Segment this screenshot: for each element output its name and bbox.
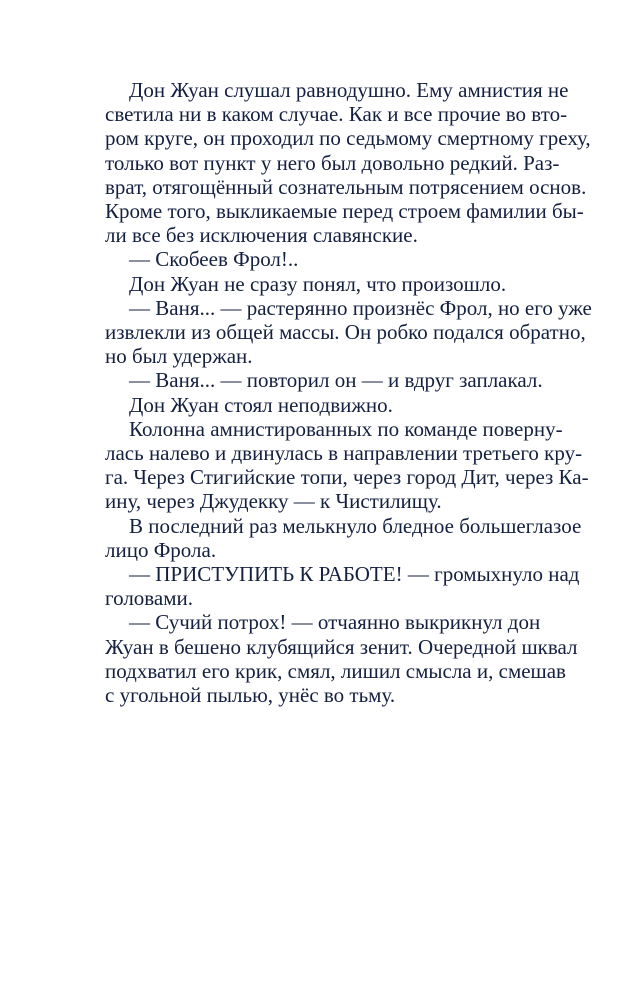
paragraph-8 — [105, 513, 582, 562]
text-line: лицо Фрола. — [105, 537, 217, 562]
body-text — [105, 78, 592, 708]
text-line: Кроме того, выкликаемые перед строем фамилии бы- — [105, 199, 584, 224]
text-line: подхватил его крик, смял, лишил смысла и, смешав — [105, 658, 566, 683]
text-line: светила ни в каком случае. Как и все прочие во вто- — [105, 102, 568, 127]
text-line: ли все без исключения славянские. — [105, 223, 418, 248]
text-line: — Сучий потрох! — отчаянно выкрикнул дон — [129, 610, 541, 635]
text-line: ину, через Джудекку — к Чистилищу. — [105, 489, 442, 514]
paragraph-6 — [105, 393, 535, 417]
text-line: ром круге, он проходил по седьмому смертному греху, — [105, 126, 591, 151]
text-line: с угольной пылью, унёс во тьму. — [105, 683, 396, 708]
text-line: Жуан в бешено клубящийся зенит. Очередной шквал — [105, 634, 578, 659]
paragraph-5 — [105, 368, 543, 393]
text-line: врат, отягощённый сознательным потрясением основ. — [105, 174, 587, 199]
text-line: Дон Жуан стоял неподвижно. — [129, 392, 393, 417]
paragraph-4 — [105, 295, 592, 369]
paragraph-3 — [105, 272, 535, 296]
text-line: Дон Жуан не сразу понял, что произошло. — [129, 271, 507, 296]
text-line: но был удержан. — [105, 344, 253, 369]
text-line: лась налево и двинулась в направлении третьего кру- — [105, 441, 583, 466]
text-line: — Скобеев Фрол!.. — [129, 247, 299, 272]
paragraph-2 — [105, 247, 535, 271]
text-line: Дон Жуан слушал равнодушно. Ему амнистия не — [129, 78, 569, 102]
text-line: головами. — [105, 586, 194, 611]
text-line: — ПРИСТУПИТЬ К РАБОТЕ! — громыхнуло над — [129, 562, 580, 587]
paragraph-10 — [105, 610, 578, 708]
text-line: га. Через Стигийские топи, через город Дит, через Ка- — [105, 465, 589, 490]
text-line: — Ваня... — повторил он — и вдруг заплакал. — [129, 368, 543, 393]
text-line: извлекли из общей массы. Он робко подался обратно, — [105, 320, 586, 345]
paragraph-1 — [105, 78, 591, 248]
text-line: В последний раз мелькнуло бледное большеглазое — [129, 513, 582, 538]
paragraph-9 — [105, 562, 580, 611]
text-line: — Ваня... — растерянно произнёс Фрол, но его уже — [129, 295, 592, 320]
text-line: Колонна амнистированных по команде поверну- — [129, 416, 563, 441]
paragraph-7 — [105, 416, 589, 514]
text-line: только вот пункт у него был довольно редкий. Раз- — [105, 150, 560, 175]
